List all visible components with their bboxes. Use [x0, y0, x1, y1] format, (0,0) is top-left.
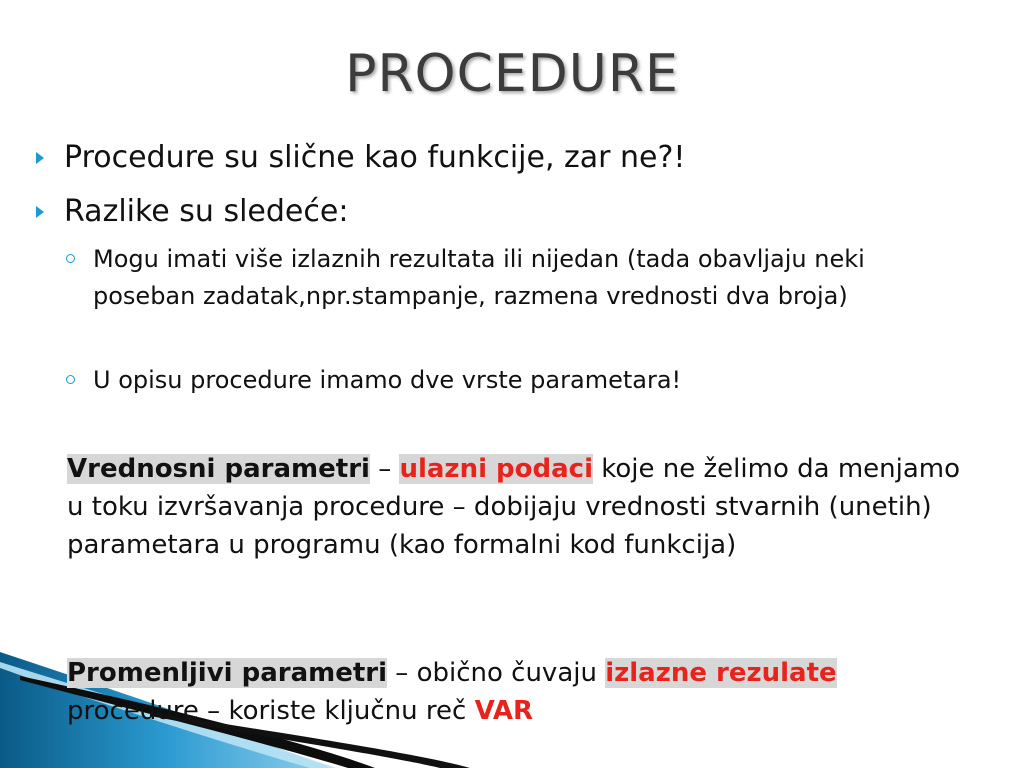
- highlight-izlazne-rezulate: izlazne rezulate: [605, 658, 837, 688]
- term-vrednosni-parametri: Vrednosni parametri: [67, 454, 370, 484]
- term-promenljivi-parametri: Promenljivi parametri: [67, 658, 388, 688]
- highlight-ulazni-podaci: ulazni podaci: [399, 454, 593, 484]
- keyword-var: VAR: [474, 696, 534, 726]
- dash-text: –: [369, 454, 400, 484]
- sub-bullet-text: Mogu imati više izlaznih rezultata ili nijedan (tada obavljaju neki poseban zadatak,npr.stampanje, razmena vrednosti dva broja): [93, 245, 865, 310]
- paragraph-text: – obično čuvaju: [387, 658, 606, 688]
- bullet-text: Razlike su sledeće:: [64, 194, 349, 229]
- paragraph-text: koje ne želimo da menjamo u toku izvršavanja procedure – dobijaju vrednosti stvarnih (unetih) parametara u programu (kao formalni kod funkcija): [67, 454, 961, 560]
- paragraph-promenljivi: [67, 654, 967, 730]
- bullet-text: Procedure su slične kao funkcije, zar ne?!: [64, 140, 686, 175]
- slide-title: PROCEDURE: [345, 44, 679, 104]
- sub-bullet-text: U opisu procedure imamo dve vrste parametara!: [93, 366, 682, 394]
- paragraph-text: procedure – koriste ključnu reč: [67, 696, 475, 726]
